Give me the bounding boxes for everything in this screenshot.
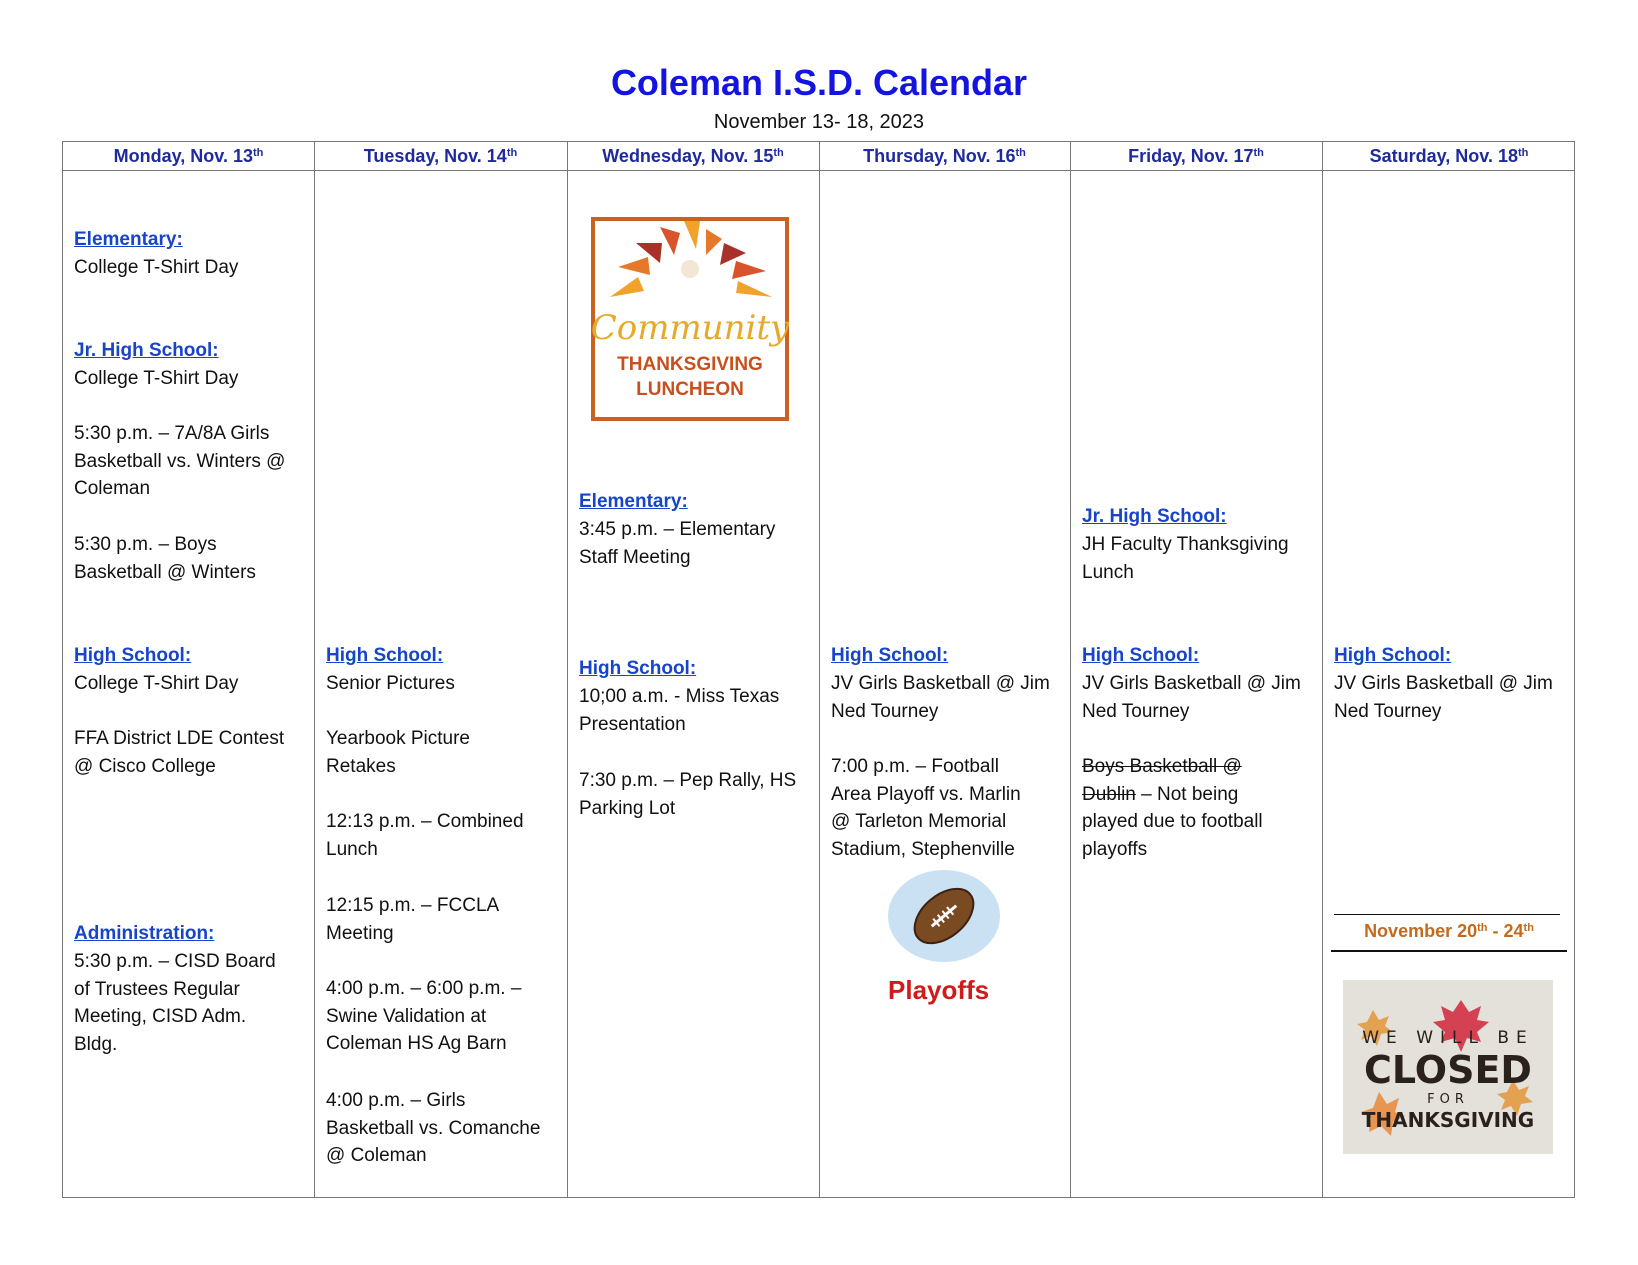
page-title: Coleman I.S.D. Calendar bbox=[610, 62, 1028, 103]
section-heading: High School: bbox=[326, 645, 444, 666]
svg-text:THANKSGIVING: THANKSGIVING bbox=[1361, 1108, 1535, 1132]
svg-text:LUNCHEON: LUNCHEON bbox=[636, 379, 744, 400]
event-text: 12:15 p.m. – FCCLA Meeting bbox=[326, 895, 500, 944]
event-text: 7:30 p.m. – Pep Rally, HS Parking Lot bbox=[579, 770, 797, 819]
day-label: Friday, Nov. 17 bbox=[1128, 146, 1254, 166]
break-range-label: November 20th - 24th bbox=[1364, 921, 1534, 941]
section-heading: Jr. High School: bbox=[74, 340, 219, 361]
cancelled-event bbox=[1082, 753, 1322, 863]
divider-line bbox=[1331, 950, 1567, 952]
day-header bbox=[819, 142, 1070, 170]
day-label: Thursday, Nov. 16 bbox=[863, 146, 1016, 166]
section-heading: Administration: bbox=[74, 923, 215, 944]
column-divider bbox=[1322, 142, 1323, 1197]
event-text: 3:45 p.m. – Elementary Staff Meeting bbox=[579, 519, 776, 568]
event-text: College T-Shirt Day bbox=[74, 673, 239, 694]
day-label: Tuesday, Nov. 14 bbox=[363, 146, 507, 166]
event-text: College T-Shirt Day bbox=[74, 368, 239, 389]
day-header bbox=[1322, 142, 1576, 170]
section-heading: Jr. High School: bbox=[1082, 506, 1227, 527]
column-divider bbox=[567, 142, 568, 1197]
thanksgiving-luncheon-logo bbox=[591, 217, 789, 421]
event-text: JV Girls Basketball @ Jim Ned Tourney bbox=[1334, 673, 1553, 722]
svg-text:WE WILL BE: WE WILL BE bbox=[1362, 1028, 1534, 1048]
day-header bbox=[314, 142, 567, 170]
day-label: Wednesday, Nov. 15 bbox=[602, 146, 774, 166]
day-suffix: th bbox=[1015, 147, 1026, 159]
struck-text: Boys Basketball @ Dublin bbox=[1082, 756, 1242, 805]
divider-line bbox=[1334, 914, 1560, 915]
event-text: 7:00 p.m. – Football Area Playoff vs. Marlin @ Tarleton Memorial Stadium, Stephenville bbox=[831, 756, 1021, 860]
event-text: FFA District LDE Contest @ Cisco College bbox=[74, 728, 285, 777]
event-text: JV Girls Basketball @ Jim Ned Tourney bbox=[1082, 673, 1301, 722]
section-heading: High School: bbox=[579, 658, 697, 679]
day-suffix: th bbox=[252, 147, 264, 159]
playoffs-label: Playoffs bbox=[888, 975, 990, 1005]
section-heading: High School: bbox=[1082, 645, 1200, 666]
event-text: Yearbook Picture Retakes bbox=[326, 728, 471, 777]
day-header bbox=[63, 142, 314, 170]
day-suffix: th bbox=[506, 147, 518, 159]
event-text: JV Girls Basketball @ Jim Ned Tourney bbox=[831, 673, 1050, 722]
section-heading: High School: bbox=[1334, 645, 1452, 666]
svg-text:FOR: FOR bbox=[1427, 1092, 1469, 1107]
football-icon bbox=[884, 866, 1004, 966]
event-text: 5:30 p.m. – 7A/8A Girls Basketball vs. Winters @ Coleman bbox=[74, 423, 286, 500]
event-text: College T-Shirt Day bbox=[74, 257, 239, 278]
column-divider bbox=[819, 142, 820, 1197]
day-suffix: th bbox=[1518, 147, 1529, 159]
event-text: 5:30 p.m. – Boys Basketball @ Winters bbox=[74, 534, 256, 583]
day-suffix: th bbox=[773, 147, 784, 159]
day-header bbox=[567, 142, 819, 170]
svg-text:CLOSED: CLOSED bbox=[1364, 1048, 1532, 1092]
day-header bbox=[1070, 142, 1322, 170]
day-label: Saturday, Nov. 18 bbox=[1369, 146, 1518, 166]
event-text: 4:00 p.m. – Girls Basketball vs. Comanche @ Coleman bbox=[326, 1090, 541, 1167]
day-label: Monday, Nov. 13 bbox=[113, 146, 253, 166]
svg-text:THANKSGIVING: THANKSGIVING bbox=[617, 354, 763, 375]
event-text: Senior Pictures bbox=[326, 673, 455, 694]
svg-text:Community: Community bbox=[591, 308, 789, 348]
event-text: JH Faculty Thanksgiving Lunch bbox=[1082, 534, 1289, 583]
event-text: 4:00 p.m. – 6:00 p.m. – Swine Validation at Coleman HS Ag Barn bbox=[326, 978, 522, 1055]
event-text: 12:13 p.m. – Combined Lunch bbox=[326, 811, 524, 860]
event-text: 5:30 p.m. – CISD Board of Trustees Regular Meeting, CISD Adm. Bldg. bbox=[74, 951, 276, 1055]
event-text: 10;00 a.m. - Miss Texas Presentation bbox=[579, 686, 780, 735]
section-heading: Elementary: bbox=[74, 229, 183, 250]
date-range-subtitle: November 13- 18, 2023 bbox=[713, 111, 925, 133]
event-note: – Not being played due to football playoffs bbox=[1082, 783, 1263, 860]
closed-for-thanksgiving-sign bbox=[1343, 980, 1553, 1154]
day-suffix: th bbox=[1253, 147, 1264, 159]
section-heading: High School: bbox=[74, 645, 192, 666]
column-divider bbox=[314, 142, 315, 1197]
section-heading: High School: bbox=[831, 645, 949, 666]
section-heading: Elementary: bbox=[579, 491, 688, 512]
